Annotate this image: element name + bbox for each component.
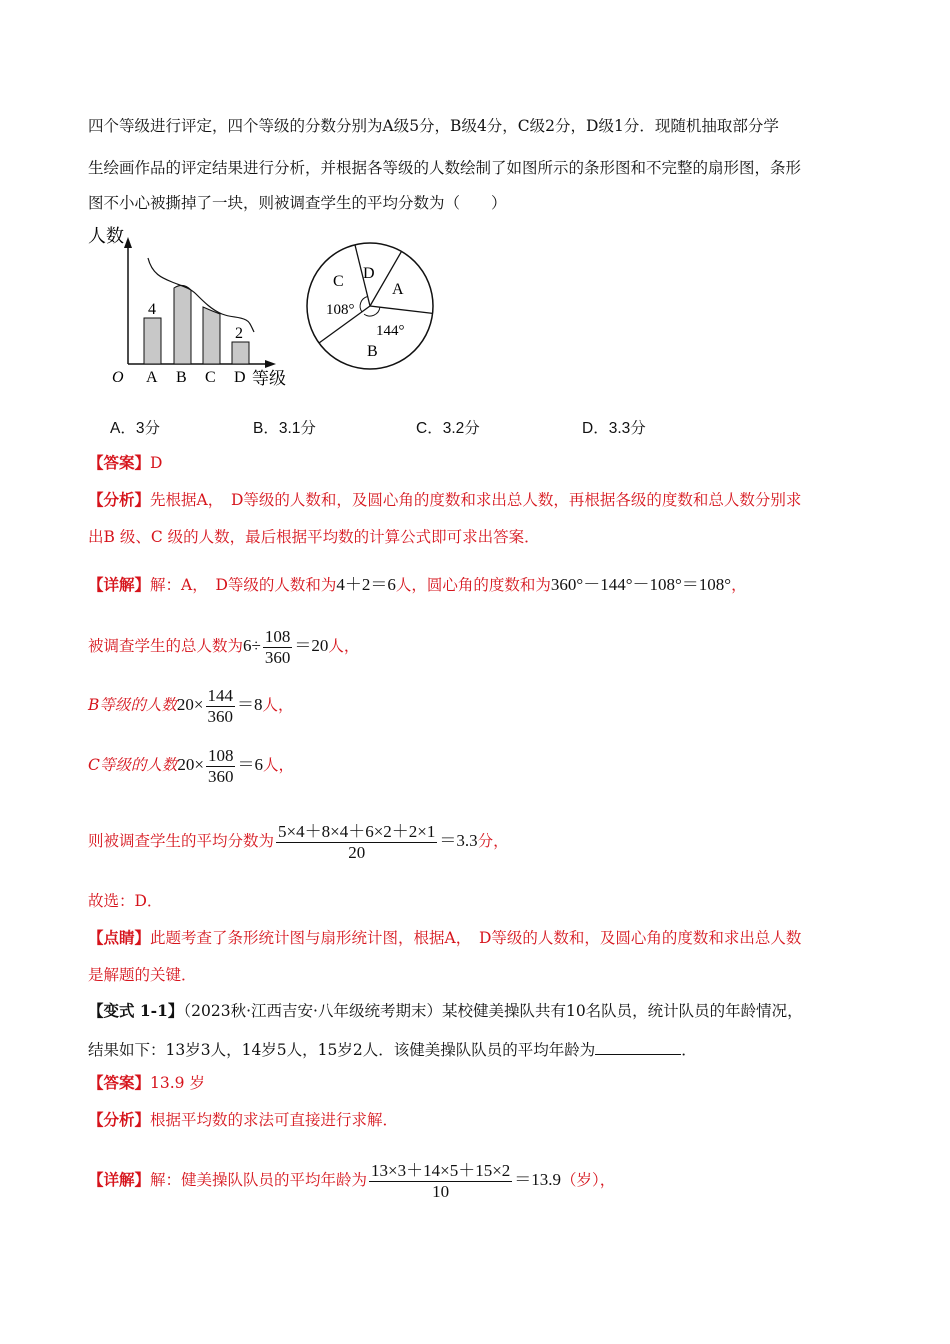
bar-d-label: 2 [235,325,243,342]
detail-line5-post: ＝3.3 [439,831,478,850]
option-d[interactable]: D．3.3分 [582,420,646,437]
pie-chart [300,236,440,376]
detail-math-1: 4＋2＝6 [336,575,396,594]
option-b[interactable]: B．3.1分 [253,420,316,437]
fraction-den: 360 [207,706,233,726]
fraction-108-360 [263,627,293,668]
variant-analysis-text: 根据平均数的求法可直接进行求解． [150,1111,399,1129]
bar-chart-origin: O [112,369,124,386]
comment-text-1: 此题考查了条形统计图与扇形统计图，根据A， D等级的人数和，及圆心角的度数和求出总人数 [150,929,802,947]
detail-line-3 [88,683,294,727]
variant-text-1: （2023秋·江西吉安·八年级统考期末）某校健美操队共有10名队员，统计队员的年龄情况， [183,1002,803,1020]
analysis-line-1 [88,489,801,511]
detail-text-1: 解：A， D等级的人数和为 [150,576,337,594]
comment-line-1 [88,927,801,949]
answer-blank[interactable] [595,1038,681,1055]
problem-line-2: 生绘画作品的评定结果进行分析，并根据各等级的人数绘制了如图所示的条形图和不完整的扇形图，条形 [88,159,802,177]
detail-tag: 【详解】 [88,575,151,594]
variant-text-2: 结果如下：13岁3人，14岁5人，15岁2人．该健美操队队员的平均年龄为 [88,1041,596,1059]
problem-line-3: 图不小心被撕掉了一块，则被调查学生的平均分数为（ ） [88,194,507,212]
bar-a [144,318,161,364]
torn-edge [148,258,254,332]
fraction-den: 20 [348,842,366,862]
bar-chart-ylabel: 人数 [88,226,124,246]
x-tick-d: D [234,369,246,386]
fraction-age-average [369,1161,512,1202]
variant-line-2 [88,1038,697,1061]
detail-line3-end: 人， [262,696,294,714]
detail-line4-post: ＝6 [237,755,263,774]
pie-angle-c: 108° [326,302,355,318]
fraction-144-360 [206,686,236,727]
detail-conclusion: 故选：D． [88,892,163,910]
detail-line1-end: ， [731,576,747,594]
pie-label-b: B [367,343,378,360]
bar-chart [88,222,303,392]
detail-text-3: B等级的人数 [88,696,177,714]
bar-chart-xlabel: 等级 [252,369,286,388]
analysis-text-1: 先根据A， D等级的人数和，及圆心角的度数和求出总人数，再根据各级的度数和总人数分别求 [150,491,802,509]
fraction-den: 360 [264,647,291,667]
detail-line3-pre: 20× [176,695,204,714]
detail-line4-end: 人， [262,756,294,774]
pie-angle-arc-c [360,297,367,313]
detail-line-4 [88,743,294,787]
variant-analysis-tag: 【分析】 [88,1110,151,1129]
pie-label-c: C [333,273,344,290]
detail-line2-post: ＝20 [294,636,329,655]
fraction-108-360-c [206,746,236,787]
detail-text-4: C等级的人数 [88,756,178,774]
bar-a-label: 4 [148,301,156,318]
detail-line-2 [88,624,359,668]
x-tick-b: B [176,369,187,386]
bar-chart-y-arrow [124,237,132,248]
detail-text-2: 被调查学生的总人数为 [88,637,244,655]
bar-chart-x-arrow [265,360,276,368]
fraction-den: 10 [432,1181,450,1201]
problem-line-1: 四个等级进行评定，四个等级的分数分别为A级5分，B级4分，C级2分，D级1分．现随机抽取部分学 [88,117,779,135]
analysis-line-2: 出B 级、C 级的人数，最后根据平均数的计算公式即可求出答案． [88,528,540,546]
pie-angle-b: 144° [376,323,405,339]
variant-answer-tag: 【答案】 [88,1073,151,1092]
variant-detail-tag: 【详解】 [88,1170,151,1189]
variant-answer-value: 13.9 岁 [150,1074,205,1092]
bar-d [232,342,249,364]
detail-line4-pre: 20× [177,755,204,774]
detail-math-2: 360°－144°－108°＝108° [550,575,732,594]
variant-line-1 [88,1000,803,1022]
variant-answer-line [88,1072,205,1094]
comment-line-2: 是解题的关键． [88,966,197,984]
answer-line [88,452,162,474]
variant-analysis-line [88,1109,398,1131]
detail-line5-end: 分， [477,832,509,850]
detail-text-5: 则被调查学生的平均分数为 [88,832,275,850]
detail-line3-post: ＝8 [237,695,263,714]
analysis-tag: 【分析】 [88,490,151,509]
pie-label-a: A [392,281,404,298]
option-c[interactable]: C．3.2分 [416,420,480,437]
variant-detail-text: 解：健美操队队员的平均年龄为 [150,1171,368,1189]
detail-text-1b: 人，圆心角的度数和为 [395,576,551,594]
variant-tag: 【变式 1-1】 [88,1001,184,1020]
fraction-num: 108 [264,626,291,646]
comment-tag: 【点睛】 [88,928,151,947]
fraction-den: 360 [207,766,234,786]
fraction-average [276,822,437,863]
detail-line-5 [88,819,509,863]
variant-detail-end: （岁）， [561,1171,616,1189]
detail-line-1 [88,574,747,596]
x-tick-a: A [146,369,158,386]
x-tick-c: C [205,369,216,386]
fraction-num: 5×4＋8×4＋6×2＋2×1 [278,821,436,841]
bar-c [203,307,220,364]
bar-b [174,285,191,364]
fraction-num: 144 [207,685,233,705]
fraction-num: 13×3＋14×5＋15×2 [371,1160,511,1180]
fraction-num: 108 [207,745,234,765]
variant-detail-post: ＝13.9 [514,1170,562,1189]
option-a[interactable]: A．3分 [110,420,160,437]
detail-line2-pre: 6÷ [243,636,261,655]
variant-detail-line [88,1158,615,1202]
pie-label-d: D [363,265,375,282]
variant-line2-end: ． [681,1041,697,1059]
detail-line2-end: 人， [328,637,360,655]
answer-value: D [150,454,163,472]
answer-tag: 【答案】 [88,453,151,472]
